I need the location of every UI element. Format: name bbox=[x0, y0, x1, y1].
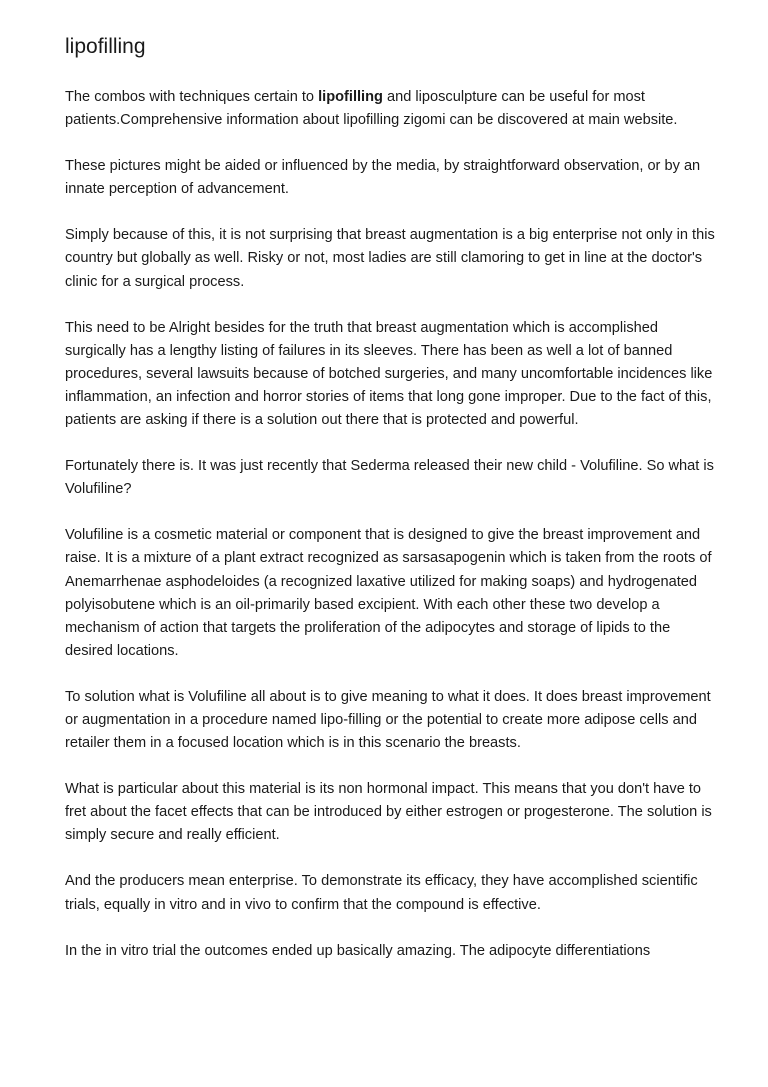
intro-text-after: and liposculpture can be useful for most patients.Comprehensive information about lipofilling zigomi can be discovered at main website. bbox=[65, 89, 678, 129]
paragraph-in-vitro: In the in vitro trial the outcomes ended up basically amazing. The adipocyte differentiations bbox=[65, 942, 651, 959]
paragraph-media: These pictures might be aided or influenced by the media, by straightforward observation, or by an innate perception of advancement. bbox=[65, 158, 701, 198]
document-title: lipofilling bbox=[65, 35, 146, 58]
paragraph-trials: And the producers mean enterprise. To demonstrate its efficacy, they have accomplished scientific trials, equally in vitro and in vivo to confirm that the compound is effective. bbox=[65, 873, 698, 913]
paragraph-failures: This need to be Alright besides for the truth that breast augmentation which is accomplished surgically has a lengthy listing of failures in its sleeves. There has been as well a lot of banned procedures, several lawsuits because of botched surgeries, and many uncomfortable incidences like inflammation, an infection and horror stories of items that long gone improper. Due to the fact of this, patients are asking if there is a solution out there that is protected and powerful. bbox=[65, 319, 713, 429]
paragraph-volufiline-intro: Fortunately there is. It was just recently that Sederma released their new child - Volufiline. So what is Volufiline? bbox=[65, 458, 714, 498]
paragraph-volufiline-definition: Volufiline is a cosmetic material or component that is designed to give the breast improvement and raise. It is a mixture of a plant extract recognized as sarsasapogenin which is taken from the roots of Anemarrhenae asphodeloides (a recognized laxative utilized for making soaps) and hydrogenated polyisobutene which is an oil-primarily based excipient. With each other these two develop a mechanism of action that targets the proliferation of the adipocytes and storage of lipids to the desired locations. bbox=[65, 527, 712, 659]
intro-paragraph bbox=[65, 86, 715, 132]
paragraph-lipofilling-meaning: To solution what is Volufiline all about is to give meaning to what it does. It does breast improvement or augmentation in a procedure named lipo-filling or the potential to create more adipose cells and retailer them in a focused location which is in this scenario the breasts. bbox=[65, 688, 711, 752]
paragraph-enterprise: Simply because of this, it is not surprising that breast augmentation is a big enterprise not only in this country but globally as well. Risky or not, most ladies are still clamoring to get in line at the doctor's clinic for a surgical process. bbox=[65, 227, 715, 290]
intro-keyword-link: lipofilling bbox=[318, 89, 383, 105]
intro-text-before: The combos with techniques certain to bbox=[65, 89, 319, 105]
document-page bbox=[65, 33, 715, 986]
paragraph-non-hormonal: What is particular about this material is its non hormonal impact. This means that you don't have to fret about the facet effects that can be introduced by either estrogen or progesterone. The solution is simply secure and really efficient. bbox=[65, 781, 712, 844]
